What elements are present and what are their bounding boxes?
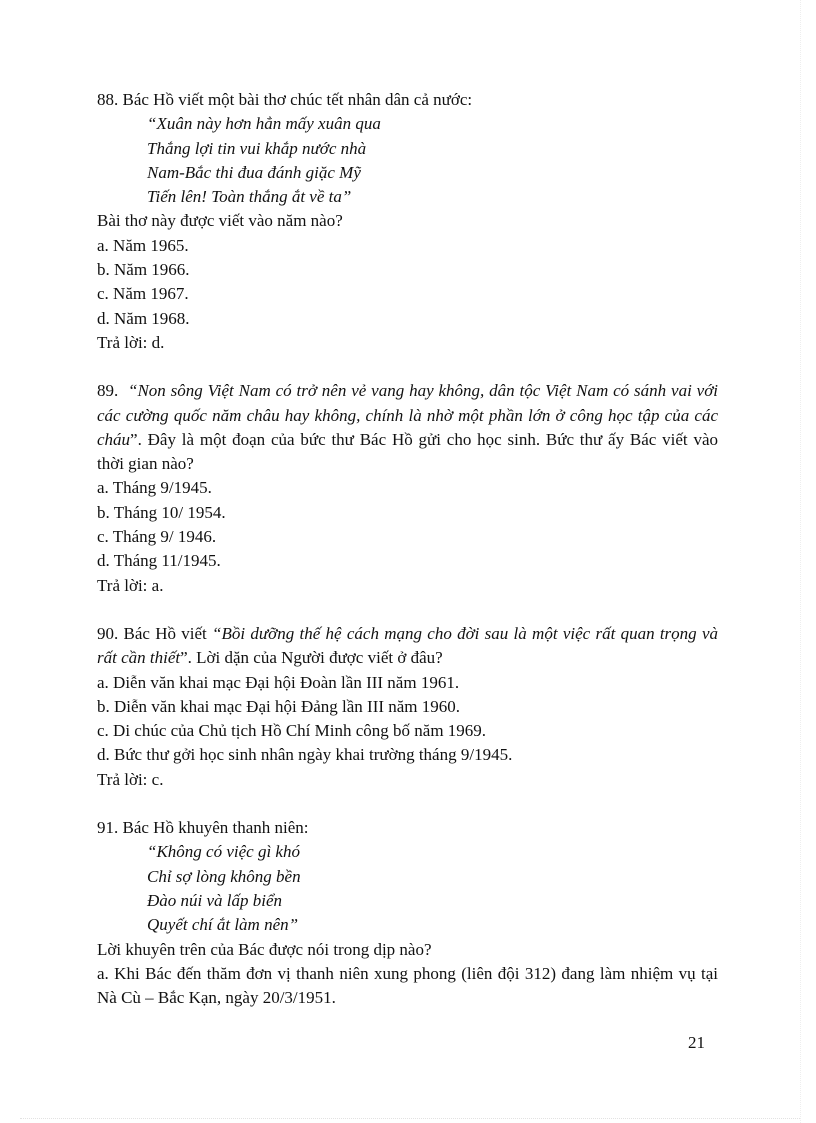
poem-line: “Không có việc gì khó bbox=[147, 842, 300, 862]
answer: Trả lời: a. bbox=[97, 575, 164, 595]
option-a: a. Khi Bác đến thăm đơn vị thanh niên xung phong (liên đội 312) đang làm nhiệm vụ tại Nà Cù – Bắc Kạn, ngày 20/3/1951. bbox=[97, 963, 718, 1008]
option-b: b. Tháng 10/ 1954. bbox=[97, 502, 226, 522]
answer: Trả lời: c. bbox=[97, 769, 164, 789]
option-d: d. Tháng 11/1945. bbox=[97, 551, 221, 571]
page-edge-divider bbox=[20, 1118, 800, 1119]
option-b: b. Diễn văn khai mạc Đại hội Đảng lần III năm 1960. bbox=[97, 696, 461, 716]
poem-line: Quyết chí ắt làm nên” bbox=[147, 915, 299, 935]
option-d: d. Năm 1968. bbox=[97, 308, 190, 328]
question-88-question: Bài thơ này được viết vào năm nào? bbox=[97, 211, 343, 231]
question-91 bbox=[97, 816, 718, 1010]
question-89-tail: ”. Đây là một đoạn của bức thư Bác Hồ gửi cho học sinh. Bức thư ấy Bác viết vào thời gian nào? bbox=[97, 429, 718, 474]
question-number: 89. bbox=[97, 381, 119, 401]
page-right-divider bbox=[800, 0, 801, 1123]
question-90-stem bbox=[97, 622, 718, 671]
option-a: a. Diễn văn khai mạc Đại hội Đoàn lần III năm 1961. bbox=[97, 672, 460, 692]
option-b: b. Năm 1966. bbox=[97, 260, 190, 280]
poem-line: Đào núi và lấp biển bbox=[147, 890, 283, 910]
question-89 bbox=[97, 379, 718, 598]
option-c: c. Di chúc của Chủ tịch Hồ Chí Minh công bố năm 1969. bbox=[97, 721, 487, 741]
question-88-poem bbox=[97, 112, 718, 209]
question-91-poem bbox=[97, 840, 718, 937]
poem-line: Tiến lên! Toàn thắng ắt về ta” bbox=[147, 187, 352, 207]
option-c: c. Tháng 9/ 1946. bbox=[97, 527, 217, 547]
page-content bbox=[97, 88, 718, 1010]
option-d: d. Bức thư gởi học sinh nhân ngày khai trường tháng 9/1945. bbox=[97, 745, 513, 765]
option-a: a. Năm 1965. bbox=[97, 235, 189, 255]
question-91-stem: 91. Bác Hồ khuyên thanh niên: bbox=[97, 818, 309, 838]
question-91-question: Lời khuyên trên của Bác được nói trong dịp nào? bbox=[97, 939, 432, 959]
quote: “Non sông Việt Nam có trở nên vẻ vang hay không, dân tộc Việt Nam có sánh vai với các cường quốc năm châu hay không, chính là nhờ một phần lớn ở công học tập của các cháu bbox=[97, 381, 719, 449]
poem-line: “Xuân này hơn hẳn mấy xuân qua bbox=[147, 114, 381, 134]
question-88 bbox=[97, 88, 718, 355]
option-a: a. Tháng 9/1945. bbox=[97, 478, 212, 498]
question-88-stem: 88. Bác Hồ viết một bài thơ chúc tết nhân dân cả nước: bbox=[97, 90, 473, 109]
poem-line: Nam-Bắc thi đua đánh giặc Mỹ bbox=[147, 162, 361, 182]
question-90-tail: ”. Lời dặn của Người được viết ở đâu? bbox=[180, 648, 443, 668]
quote: “Bồi dưỡng thế hệ cách mạng cho đời sau là một việc rất quan trọng và rất cần thiết bbox=[97, 623, 718, 668]
poem-line: Chỉ sợ lòng không bền bbox=[147, 866, 301, 886]
answer: Trả lời: d. bbox=[97, 332, 165, 352]
question-90 bbox=[97, 622, 718, 792]
poem-line: Thắng lợi tin vui khắp nước nhà bbox=[147, 138, 367, 158]
question-90-lead: 90. Bác Hồ viết bbox=[97, 623, 213, 643]
page-number: 21 bbox=[688, 1033, 705, 1052]
question-89-stem bbox=[97, 379, 718, 476]
option-c: c. Năm 1967. bbox=[97, 284, 189, 304]
